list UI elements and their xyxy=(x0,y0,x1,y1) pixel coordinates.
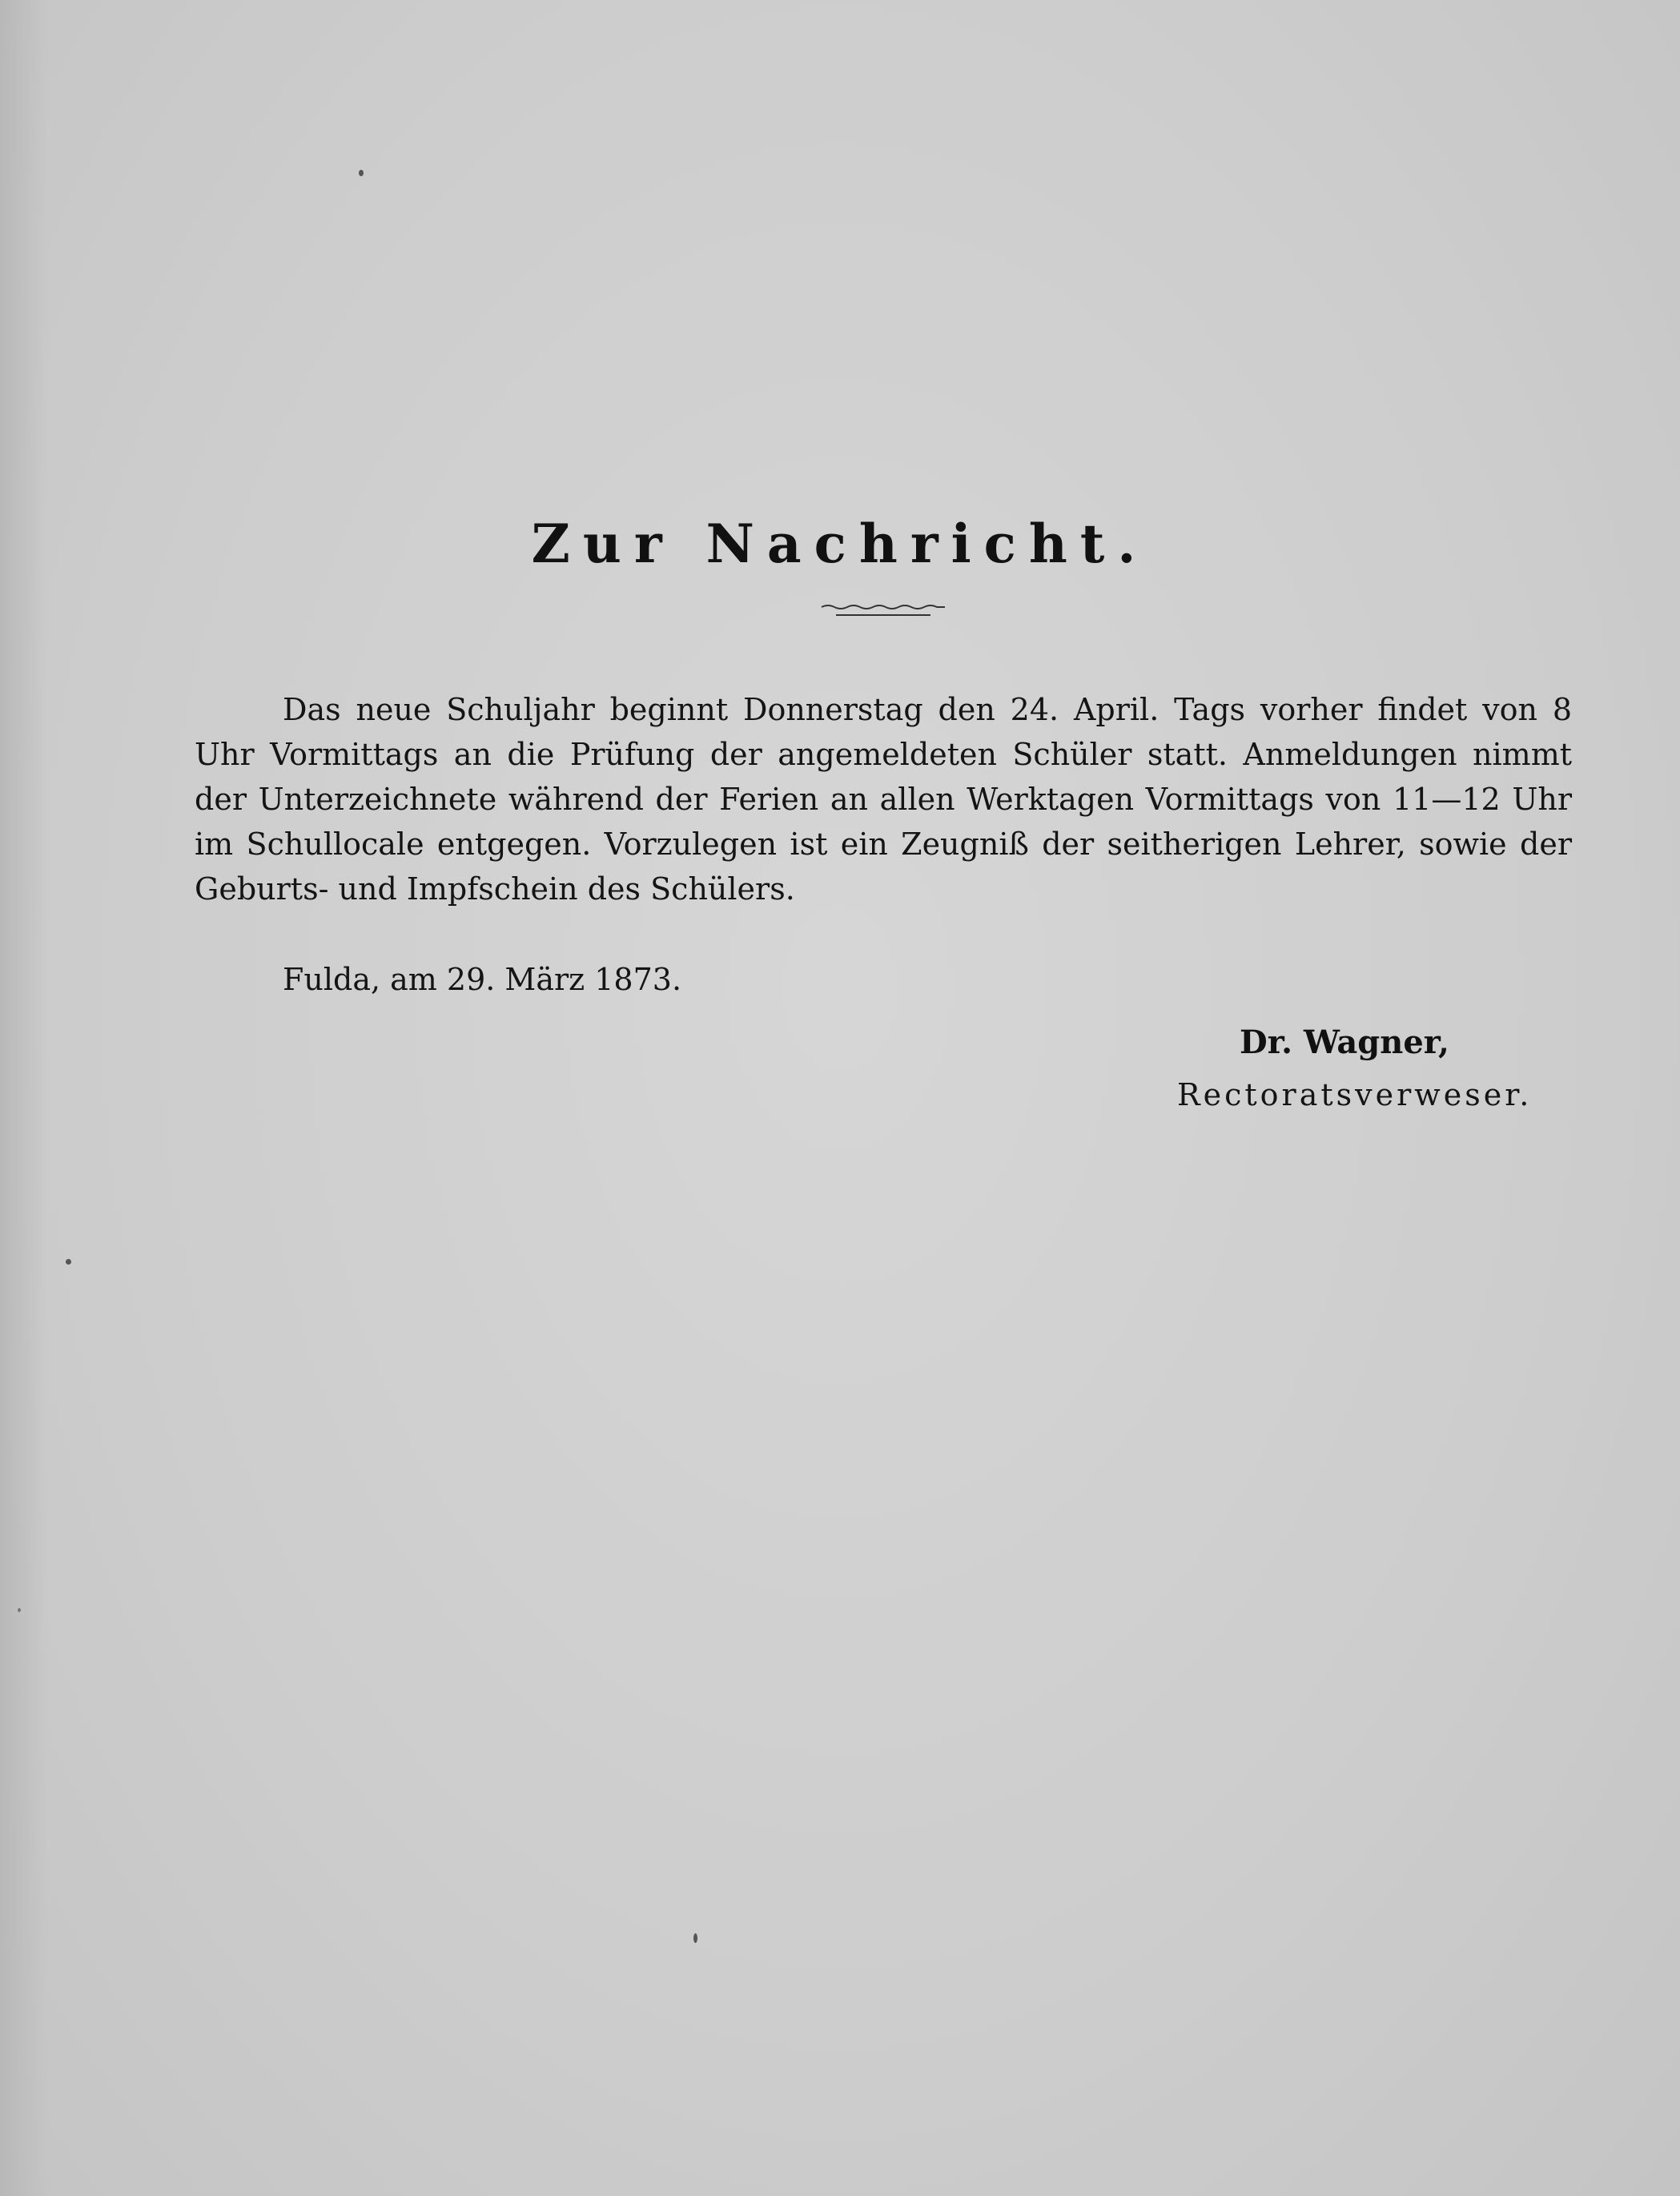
place-date-line: Fulda, am 29. März 1873. xyxy=(283,962,682,997)
paper-speck xyxy=(359,170,364,176)
notice-heading: Zur Nachricht. xyxy=(531,513,1149,575)
paper-speck xyxy=(18,1608,21,1612)
page-edge-shadow xyxy=(0,0,48,2196)
paper-speck xyxy=(693,1933,697,1943)
paper-speck xyxy=(66,1259,71,1265)
heading-ornament-rule xyxy=(820,602,947,620)
notice-body-paragraph: Das neue Schuljahr beginnt Donnerstag den 24. April. Tags vorher findet von 8 Uhr Vormittags an die Prüfung der angemeldeten Schüler statt. Anmeldungen nimmt der Unterzeichnete während der Ferien an allen Werktagen Vormittags von 11—12 Uhr im Schullocale entgegen. Vorzulegen ist ein Zeugniß der seitherigen Lehrer, sowie der Geburts- und Impfschein des Schülers. xyxy=(195,692,1572,907)
signer-name: Dr. Wagner, xyxy=(1240,1024,1449,1061)
signer-title: Rectoratsverweser. xyxy=(1177,1077,1533,1112)
